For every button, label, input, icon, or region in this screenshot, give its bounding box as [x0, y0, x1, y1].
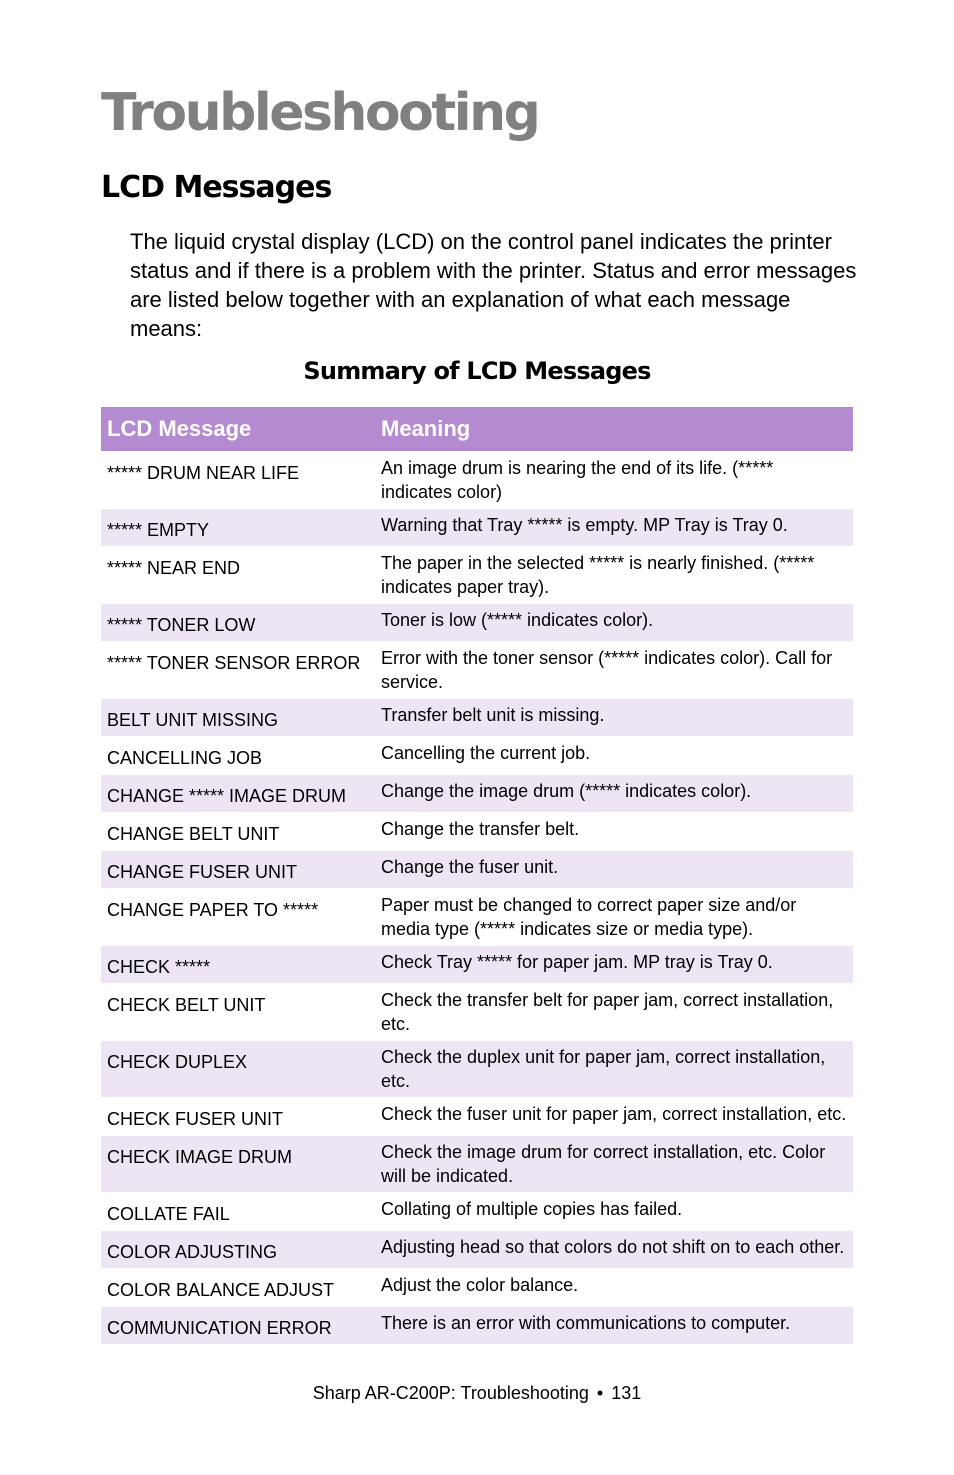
lcd-message-cell: CHANGE BELT UNIT — [101, 813, 375, 851]
table-row — [101, 1307, 853, 1345]
lcd-message-cell: ***** DRUM NEAR LIFE — [101, 452, 375, 509]
table-row — [101, 699, 853, 737]
table-row — [101, 946, 853, 984]
intro-paragraph: The liquid crystal display (LCD) on the control panel indicates the printer status and if there is a problem with the printer. Status and error messages are listed below together with an explanation of what each message means: — [130, 229, 857, 341]
meaning-cell: Warning that Tray ***** is empty. MP Tray is Tray 0. — [375, 509, 853, 547]
lcd-message-cell: ***** TONER LOW — [101, 604, 375, 642]
meaning-cell: Check the image drum for correct installation, etc. Color will be indicated. — [375, 1136, 853, 1193]
table-row — [101, 737, 853, 775]
table-body — [101, 452, 853, 1345]
header-meaning: Meaning — [375, 407, 853, 452]
header-lcd-message: LCD Message — [101, 407, 375, 452]
meaning-cell: Transfer belt unit is missing. — [375, 699, 853, 737]
meaning-cell: Check the transfer belt for paper jam, correct installation, etc. — [375, 984, 853, 1041]
lcd-message-cell: CHECK BELT UNIT — [101, 984, 375, 1041]
meaning-cell: An image drum is nearing the end of its life. (***** indicates color) — [375, 452, 853, 509]
lcd-message-cell: CANCELLING JOB — [101, 737, 375, 775]
meaning-cell: There is an error with communications to computer. — [375, 1307, 853, 1345]
meaning-cell: Adjust the color balance. — [375, 1269, 853, 1307]
meaning-cell: Paper must be changed to correct paper size and/or media type (***** indicates size or media type). — [375, 889, 853, 946]
lcd-message-cell: CHECK IMAGE DRUM — [101, 1136, 375, 1193]
meaning-cell: Adjusting head so that colors do not shift on to each other. — [375, 1231, 853, 1269]
lcd-message-cell: CHANGE PAPER TO ***** — [101, 889, 375, 946]
meaning-cell: Error with the toner sensor (***** indicates color). Call for service. — [375, 642, 853, 699]
table-row — [101, 813, 853, 851]
lcd-message-cell: COLOR BALANCE ADJUST — [101, 1269, 375, 1307]
meaning-cell: Change the image drum (***** indicates color). — [375, 775, 853, 813]
lcd-message-cell: ***** NEAR END — [101, 547, 375, 604]
lcd-message-cell: CHECK ***** — [101, 946, 375, 984]
table-row — [101, 1098, 853, 1136]
meaning-cell: Check Tray ***** for paper jam. MP tray is Tray 0. — [375, 946, 853, 984]
table-row — [101, 775, 853, 813]
lcd-message-cell: COLOR ADJUSTING — [101, 1231, 375, 1269]
table-row — [101, 642, 853, 699]
page-number: 131 — [611, 1383, 642, 1403]
lcd-message-cell: ***** EMPTY — [101, 509, 375, 547]
table-header-row — [101, 407, 853, 452]
lcd-messages-table — [101, 407, 853, 1344]
meaning-cell: Cancelling the current job. — [375, 737, 853, 775]
meaning-cell: Change the transfer belt. — [375, 813, 853, 851]
footer-text: Sharp AR-C200P: Troubleshooting — [312, 1383, 589, 1403]
table-row — [101, 984, 853, 1041]
table-row — [101, 1269, 853, 1307]
table-row — [101, 547, 853, 604]
page-title: Troubleshooting — [101, 83, 539, 143]
table-row — [101, 1193, 853, 1231]
lcd-message-cell: COMMUNICATION ERROR — [101, 1307, 375, 1345]
meaning-cell: Collating of multiple copies has failed. — [375, 1193, 853, 1231]
table-row — [101, 1231, 853, 1269]
lcd-message-cell: CHANGE ***** IMAGE DRUM — [101, 775, 375, 813]
meaning-cell: Toner is low (***** indicates color). — [375, 604, 853, 642]
lcd-message-cell: BELT UNIT MISSING — [101, 699, 375, 737]
table-row — [101, 889, 853, 946]
table-caption: Summary of LCD Messages — [303, 357, 651, 385]
table-row — [101, 851, 853, 889]
table-row — [101, 509, 853, 547]
lcd-message-cell: CHANGE FUSER UNIT — [101, 851, 375, 889]
lcd-message-cell: COLLATE FAIL — [101, 1193, 375, 1231]
meaning-cell: Check the duplex unit for paper jam, correct installation, etc. — [375, 1041, 853, 1098]
section-title: LCD Messages — [101, 170, 332, 205]
lcd-message-cell: ***** TONER SENSOR ERROR — [101, 642, 375, 699]
table-row — [101, 452, 853, 509]
lcd-message-cell: CHECK DUPLEX — [101, 1041, 375, 1098]
table-row — [101, 604, 853, 642]
footer-separator: • — [596, 1383, 604, 1403]
meaning-cell: Check the fuser unit for paper jam, correct installation, etc. — [375, 1098, 853, 1136]
page-footer — [0, 1381, 954, 1405]
table-row — [101, 1136, 853, 1193]
lcd-message-cell: CHECK FUSER UNIT — [101, 1098, 375, 1136]
meaning-cell: The paper in the selected ***** is nearly finished. (***** indicates paper tray). — [375, 547, 853, 604]
meaning-cell: Change the fuser unit. — [375, 851, 853, 889]
table-row — [101, 1041, 853, 1098]
